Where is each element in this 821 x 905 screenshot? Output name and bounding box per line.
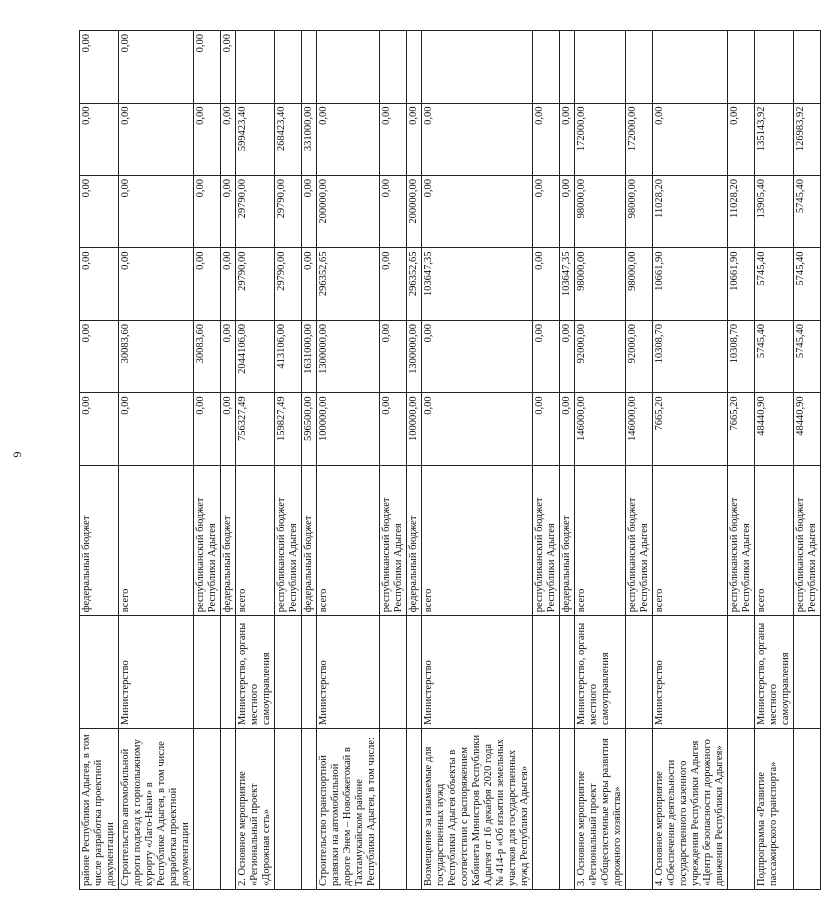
activity-name-cell (560, 728, 575, 889)
table-row (317, 31, 380, 890)
amount-cell: 0,00 (407, 103, 422, 175)
amount-cell: 0,00 (80, 320, 119, 392)
amount-cell: 10308,70 (653, 320, 728, 392)
table-row (755, 31, 794, 890)
executor-cell: Министерство, органы местного самоуправления (236, 616, 275, 729)
amount-cell (560, 31, 575, 104)
funding-source-cell: республиканский бюджет Республики Адыгея (794, 465, 821, 615)
amount-cell: 268423,40 (275, 103, 302, 175)
funding-source-cell: всего (755, 465, 794, 615)
amount-cell: 0,00 (560, 320, 575, 392)
amount-cell: 7665,20 (653, 393, 728, 465)
amount-cell: 0,00 (80, 393, 119, 465)
executor-cell: Министерство (653, 616, 728, 729)
amount-cell: 103647,35 (422, 248, 533, 320)
table-row (119, 31, 194, 890)
amount-cell: 11028,20 (653, 176, 728, 248)
amount-cell: 0,00 (80, 248, 119, 320)
amount-cell (533, 31, 560, 104)
amount-cell: 413106,00 (275, 320, 302, 392)
page-number: 6 (10, 451, 25, 458)
activity-name-cell: 3. Основное мероприятие «Региональный проект «Общесистемные меры развития дорожного хозяйства» (575, 728, 626, 889)
amount-cell: 135143,92 (755, 103, 794, 175)
amount-cell: 0,00 (221, 31, 236, 104)
amount-cell: 0,00 (422, 103, 533, 175)
activity-name-cell (794, 728, 821, 889)
amount-cell: 0,00 (80, 103, 119, 175)
amount-cell: 30083,60 (194, 320, 221, 392)
amount-cell (755, 31, 794, 104)
amount-cell: 0,00 (533, 176, 560, 248)
executor-cell: Министерство, органы местного самоуправления (575, 616, 626, 729)
amount-cell: 0,00 (194, 393, 221, 465)
funding-source-cell: республиканский бюджет Республики Адыгея (533, 465, 560, 615)
executor-cell (560, 616, 575, 729)
table-row (236, 31, 275, 890)
table-row (575, 31, 626, 890)
executor-cell (626, 616, 653, 729)
table-row (560, 31, 575, 890)
amount-cell: 0,00 (560, 103, 575, 175)
table-row (221, 31, 236, 890)
amount-cell: 331000,00 (302, 103, 317, 175)
funding-source-cell: всего (575, 465, 626, 615)
activity-name-cell: 4. Основное мероприятие «Обеспечение деятельности государственного казенного учреждения Республики Адыгея «Центр безопасности дорожного движения Республики Адыгея» (653, 728, 728, 889)
table-row (653, 31, 728, 890)
amount-cell: 10661,90 (728, 248, 755, 320)
funding-source-cell: федеральный бюджет (302, 465, 317, 615)
executor-cell: Министерство (317, 616, 380, 729)
amount-cell: 146000,00 (575, 393, 626, 465)
amount-cell: 0,00 (194, 176, 221, 248)
amount-cell (728, 31, 755, 104)
table-row (302, 31, 317, 890)
amount-cell: 103647,35 (560, 248, 575, 320)
executor-cell (728, 616, 755, 729)
funding-source-cell: федеральный бюджет (80, 465, 119, 615)
amount-cell: 172000,00 (626, 103, 653, 175)
executor-cell: Министерство, органы местного самоуправления (755, 616, 794, 729)
amount-cell: 7665,20 (728, 393, 755, 465)
amount-cell: 0,00 (194, 31, 221, 104)
amount-cell: 0,00 (221, 248, 236, 320)
amount-cell: 5745,40 (794, 176, 821, 248)
amount-cell: 92000,00 (575, 320, 626, 392)
amount-cell: 0,00 (302, 176, 317, 248)
funding-source-cell: федеральный бюджет (221, 465, 236, 615)
funding-source-cell: всего (119, 465, 194, 615)
amount-cell (794, 31, 821, 104)
amount-cell: 98000,00 (575, 176, 626, 248)
amount-cell: 29790,00 (236, 248, 275, 320)
amount-cell: 0,00 (533, 393, 560, 465)
amount-cell (380, 31, 407, 104)
activity-name-cell: Строительство транспортной развязки на автомобильной дороге Энем – Новобжегокай в Тахтамукайском районе Республики Адыгея, в том числе: (317, 728, 380, 889)
amount-cell (317, 31, 380, 104)
amount-cell: 296352,65 (317, 248, 380, 320)
funding-source-cell: всего (653, 465, 728, 615)
amount-cell: 98000,00 (626, 176, 653, 248)
amount-cell: 0,00 (533, 103, 560, 175)
amount-cell (236, 31, 275, 104)
amount-cell: 0,00 (119, 103, 194, 175)
activity-name-cell: Строительство автомобильной дороги подъезд к горнолыжному курорту «Лаго-Наки» в Республике Адыгея, в том числе разработка проектной документации (119, 728, 194, 889)
amount-cell: 599423,40 (236, 103, 275, 175)
amount-cell: 0,00 (422, 320, 533, 392)
table-row (275, 31, 302, 890)
amount-cell (407, 31, 422, 104)
table-row (626, 31, 653, 890)
activity-name-cell: Возмещение за изымаемые для государственных нужд Республики Адыгея объекты в соответствии с распоряжением Кабинета Министров Республики Адыгея от 16 декабря 2020 года № 414-р «Об изъятии земельных участков для государственных нужд Республики Адыгея» (422, 728, 533, 889)
amount-cell: 0,00 (80, 176, 119, 248)
amount-cell: 98000,00 (626, 248, 653, 320)
amount-cell: 30083,60 (119, 320, 194, 392)
amount-cell (302, 31, 317, 104)
funding-source-cell: всего (236, 465, 275, 615)
amount-cell: 0,00 (380, 393, 407, 465)
amount-cell: 126983,92 (794, 103, 821, 175)
amount-cell: 29790,00 (275, 176, 302, 248)
amount-cell: 1631000,00 (302, 320, 317, 392)
funding-source-cell: республиканский бюджет Республики Адыгея (275, 465, 302, 615)
amount-cell: 100000,00 (407, 393, 422, 465)
amount-cell: 0,00 (560, 176, 575, 248)
amount-cell: 0,00 (533, 248, 560, 320)
executor-cell (533, 616, 560, 729)
amount-cell: 92000,00 (626, 320, 653, 392)
amount-cell: 48440,90 (794, 393, 821, 465)
table-row (728, 31, 755, 890)
amount-cell: 1300000,00 (407, 320, 422, 392)
amount-cell: 0,00 (317, 103, 380, 175)
funding-source-cell: республиканский бюджет Республики Адыгея (194, 465, 221, 615)
executor-cell (302, 616, 317, 729)
amount-cell (422, 31, 533, 104)
amount-cell: 0,00 (380, 103, 407, 175)
table-row (533, 31, 560, 890)
amount-cell: 0,00 (119, 248, 194, 320)
amount-cell (575, 31, 626, 104)
amount-cell: 0,00 (221, 393, 236, 465)
amount-cell: 0,00 (194, 103, 221, 175)
amount-cell: 10308,70 (728, 320, 755, 392)
table-row (80, 31, 119, 890)
amount-cell: 0,00 (653, 103, 728, 175)
activity-name-cell (275, 728, 302, 889)
amount-cell (626, 31, 653, 104)
activity-name-cell: районе Республики Адыгея, в том числе разработка проектной документации (80, 728, 119, 889)
funding-source-cell: федеральный бюджет (560, 465, 575, 615)
activity-name-cell (302, 728, 317, 889)
amount-cell: 0,00 (422, 176, 533, 248)
amount-cell: 98000,00 (575, 248, 626, 320)
amount-cell: 0,00 (302, 248, 317, 320)
amount-cell: 0,00 (221, 320, 236, 392)
amount-cell: 159827,49 (275, 393, 302, 465)
executor-cell (275, 616, 302, 729)
amount-cell: 100000,00 (317, 393, 380, 465)
amount-cell: 0,00 (380, 176, 407, 248)
table-row (380, 31, 407, 890)
amount-cell: 29790,00 (236, 176, 275, 248)
amount-cell (275, 31, 302, 104)
amount-cell: 0,00 (80, 31, 119, 104)
activity-name-cell (533, 728, 560, 889)
executor-cell: Министерство (119, 616, 194, 729)
amount-cell: 0,00 (194, 248, 221, 320)
amount-cell: 0,00 (380, 320, 407, 392)
activity-name-cell: 2. Основное мероприятие «Региональный проект «Дорожная сеть» (236, 728, 275, 889)
table-row (407, 31, 422, 890)
amount-cell (653, 31, 728, 104)
amount-cell: 0,00 (728, 103, 755, 175)
amount-cell: 596500,00 (302, 393, 317, 465)
amount-cell: 0,00 (380, 248, 407, 320)
funding-source-cell: республиканский бюджет Республики Адыгея (626, 465, 653, 615)
executor-cell (380, 616, 407, 729)
funding-source-cell: республиканский бюджет Республики Адыгея (380, 465, 407, 615)
funding-source-cell: всего (317, 465, 380, 615)
budget-table-body (80, 31, 821, 890)
activity-name-cell (626, 728, 653, 889)
executor-cell (221, 616, 236, 729)
activity-name-cell: Подпрограмма «Развитие пассажирского транспорта» (755, 728, 794, 889)
amount-cell: 1300000,00 (317, 320, 380, 392)
amount-cell: 146000,00 (626, 393, 653, 465)
amount-cell: 0,00 (221, 103, 236, 175)
amount-cell: 0,00 (119, 31, 194, 104)
amount-cell: 0,00 (221, 176, 236, 248)
budget-table (79, 30, 821, 890)
amount-cell: 200000,00 (407, 176, 422, 248)
funding-source-cell: федеральный бюджет (407, 465, 422, 615)
rotated-table-container (79, 30, 818, 890)
amount-cell: 0,00 (533, 320, 560, 392)
activity-name-cell (221, 728, 236, 889)
executor-cell (80, 616, 119, 729)
table-row (194, 31, 221, 890)
amount-cell: 5745,40 (794, 248, 821, 320)
table-row (794, 31, 821, 890)
activity-name-cell (380, 728, 407, 889)
funding-source-cell: всего (422, 465, 533, 615)
amount-cell: 29790,00 (275, 248, 302, 320)
amount-cell: 5745,40 (755, 320, 794, 392)
amount-cell: 756327,49 (236, 393, 275, 465)
executor-cell (194, 616, 221, 729)
activity-name-cell (407, 728, 422, 889)
amount-cell: 0,00 (119, 176, 194, 248)
amount-cell: 200000,00 (317, 176, 380, 248)
activity-name-cell (728, 728, 755, 889)
executor-cell: Министерство (422, 616, 533, 729)
amount-cell: 11028,20 (728, 176, 755, 248)
amount-cell: 0,00 (560, 393, 575, 465)
amount-cell: 5745,40 (794, 320, 821, 392)
amount-cell: 2044106,00 (236, 320, 275, 392)
executor-cell (794, 616, 821, 729)
activity-name-cell (194, 728, 221, 889)
amount-cell: 0,00 (119, 393, 194, 465)
amount-cell: 296352,65 (407, 248, 422, 320)
table-row (422, 31, 533, 890)
amount-cell: 48440,90 (755, 393, 794, 465)
executor-cell (407, 616, 422, 729)
amount-cell: 10661,90 (653, 248, 728, 320)
amount-cell: 0,00 (422, 393, 533, 465)
funding-source-cell: республиканский бюджет Республики Адыгея (728, 465, 755, 615)
amount-cell: 13905,40 (755, 176, 794, 248)
amount-cell: 172000,00 (575, 103, 626, 175)
amount-cell: 5745,40 (755, 248, 794, 320)
